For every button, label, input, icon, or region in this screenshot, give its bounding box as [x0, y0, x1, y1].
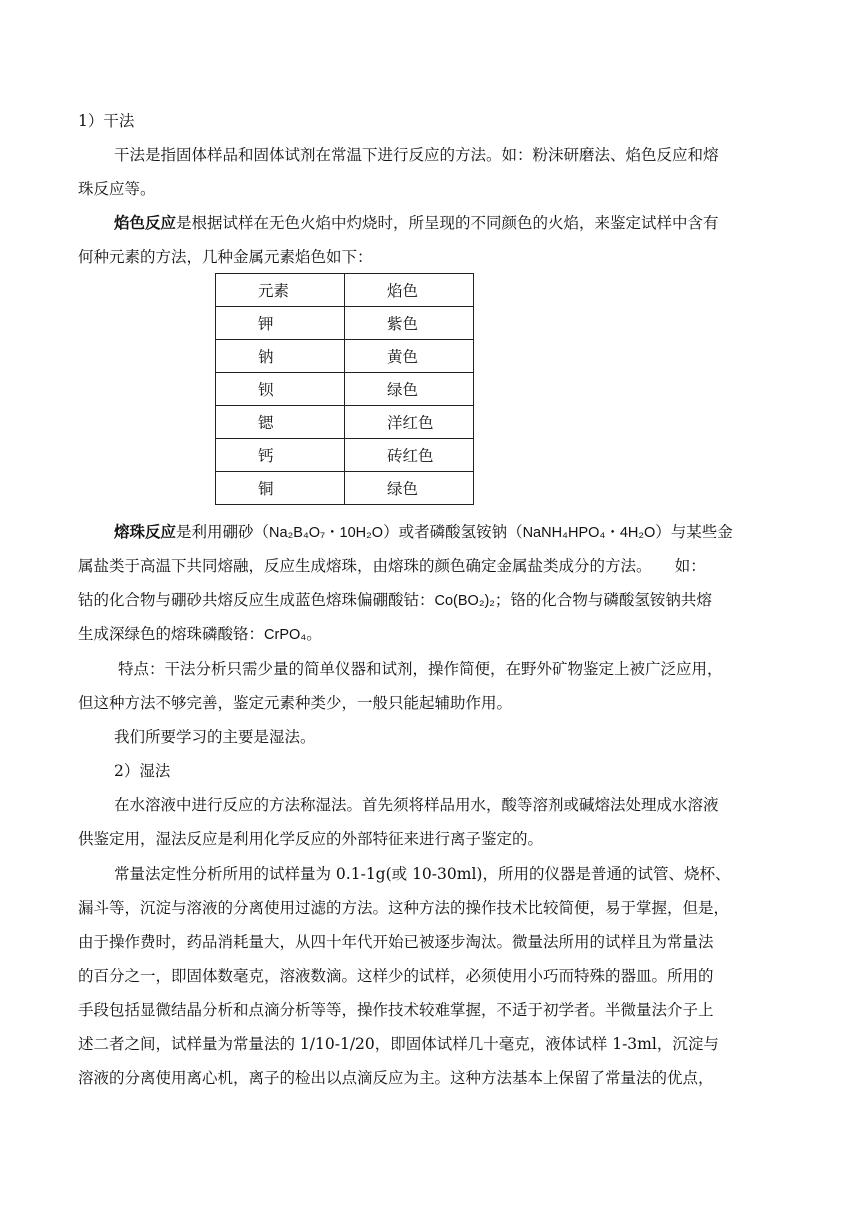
bead-text-b: ）或者磷酸氢铵钠（	[383, 523, 523, 541]
dry-method-intro-line-2: 珠反应等。	[78, 180, 156, 198]
table-row	[216, 472, 474, 505]
wet-method-p2-line-7: 溶液的分离使用离心机，离子的检出以点滴反应为主。这种方法基本上保留了常量法的优点，	[78, 1069, 714, 1087]
wet-method-p2-line-6: 述二者之间，试样量为常量法的 1/10-1/20，即固体试样几十毫克，液体试样 1-3ml，沉淀与	[78, 1035, 719, 1053]
flame-color-table	[215, 273, 474, 505]
bead-text-a: 是利用硼砂（	[176, 523, 270, 541]
features-line-2: 但这种方法不够完善，鉴定元素种类少，一般只能起辅助作用。	[78, 694, 513, 712]
table-row	[216, 406, 474, 439]
flame-reaction-line-2: 何种元素的方法，几种金属元素焰色如下：	[78, 248, 373, 266]
section-heading-wet-method: 2）湿法	[114, 762, 171, 780]
bead-text-cobalt: 钴的化合物与硼砂共熔反应生成蓝色熔珠偏硼酸钴：	[78, 591, 435, 609]
table-cell-color: 砖红色	[345, 439, 474, 472]
table-row	[216, 439, 474, 472]
bead-reaction-line-3	[78, 590, 712, 611]
table-cell-element: 钠	[216, 340, 345, 373]
table-cell-color: 洋红色	[345, 406, 474, 439]
table-row	[216, 307, 474, 340]
bead-text-chromium: ；铬的化合物与磷酸氢铵钠共熔	[494, 591, 712, 609]
table-row	[216, 373, 474, 406]
table-cell-color: 绿色	[345, 472, 474, 505]
phosphate-formula: NaNH₄HPO₄・4H₂O	[522, 525, 656, 541]
main-wet-method-line: 我们所要学习的主要是湿法。	[114, 728, 316, 746]
table-cell-color: 绿色	[345, 373, 474, 406]
table-header-row	[216, 274, 474, 307]
bead-reaction-line-4	[78, 624, 322, 645]
bead-text-end: 。	[306, 625, 322, 643]
wet-method-p1-line-1: 在水溶液中进行反应的方法称湿法。首先须将样品用水，酸等溶剂或碱熔法处理成水溶液	[114, 796, 719, 814]
wet-method-p2-line-5: 手段包括显微结晶分析和点滴分析等等，操作技术较难掌握，不适于初学者。半微量法介子上	[78, 1001, 714, 1019]
bead-reaction-term: 熔珠反应	[114, 522, 177, 541]
table-cell-element: 钾	[216, 307, 345, 340]
table-cell-element: 钙	[216, 439, 345, 472]
bead-text-green: 生成深绿色的熔珠磷酸铬：	[78, 625, 265, 643]
flame-reaction-line-1	[114, 213, 719, 233]
dry-method-intro-line-1: 干法是指固体样品和固体试剂在常温下进行反应的方法。如：粉沫研磨法、焰色反应和熔	[114, 146, 719, 164]
chromium-formula: CrPO₄	[264, 627, 307, 643]
bead-reaction-line-2: 属盐类于高温下共同熔融，反应生成熔珠，由熔珠的颜色确定金属盐类成分的方法。 如：	[78, 557, 706, 575]
section-heading-dry-method: 1）干法	[78, 112, 135, 130]
bead-reaction-line-1	[114, 522, 733, 543]
flame-color-table-body	[216, 274, 474, 505]
table-cell-element: 钡	[216, 373, 345, 406]
wet-method-p2-line-2: 漏斗等，沉淀与溶液的分离使用过滤的方法。这种方法的操作技术比较简便，易于掌握，但是，	[78, 899, 730, 917]
wet-method-p2-line-4: 的百分之一，即固体数毫克，溶液数滴。这样少的试样，必须使用小巧而特殊的器皿。所用的	[78, 967, 714, 985]
table-row	[216, 340, 474, 373]
cobalt-formula: Co(BO₂)₂	[434, 593, 495, 609]
wet-method-p2-line-1: 常量法定性分析所用的试样量为 0.1-1g(或 10-30ml)，所用的仪器是普通的试管、烧杯、	[114, 865, 731, 883]
table-cell-color: 黄色	[345, 340, 474, 373]
bead-text-c: ）与某些金	[655, 523, 733, 541]
wet-method-p1-line-2: 供鉴定用，湿法反应是利用化学反应的外部特征来进行离子鉴定的。	[78, 830, 544, 848]
features-line-1: 特点：干法分析只需少量的简单仪器和试剂，操作简便，在野外矿物鉴定上被广泛应用，	[118, 660, 723, 678]
table-header-color: 焰色	[345, 274, 474, 307]
table-cell-color: 紫色	[345, 307, 474, 340]
table-header-element: 元素	[216, 274, 345, 307]
table-cell-element: 锶	[216, 406, 345, 439]
borax-formula: Na₂B₄O₇・10H₂O	[269, 525, 384, 541]
flame-reaction-text: 是根据试样在无色火焰中灼烧时，所呈现的不同颜色的火焰，来鉴定试样中含有	[176, 214, 719, 232]
table-cell-element: 铜	[216, 472, 345, 505]
wet-method-p2-line-3: 由于操作费时，药品消耗量大，从四十年代开始已被逐步淘汰。微量法所用的试样且为常量法	[78, 933, 714, 951]
flame-reaction-term: 焰色反应	[114, 213, 177, 232]
